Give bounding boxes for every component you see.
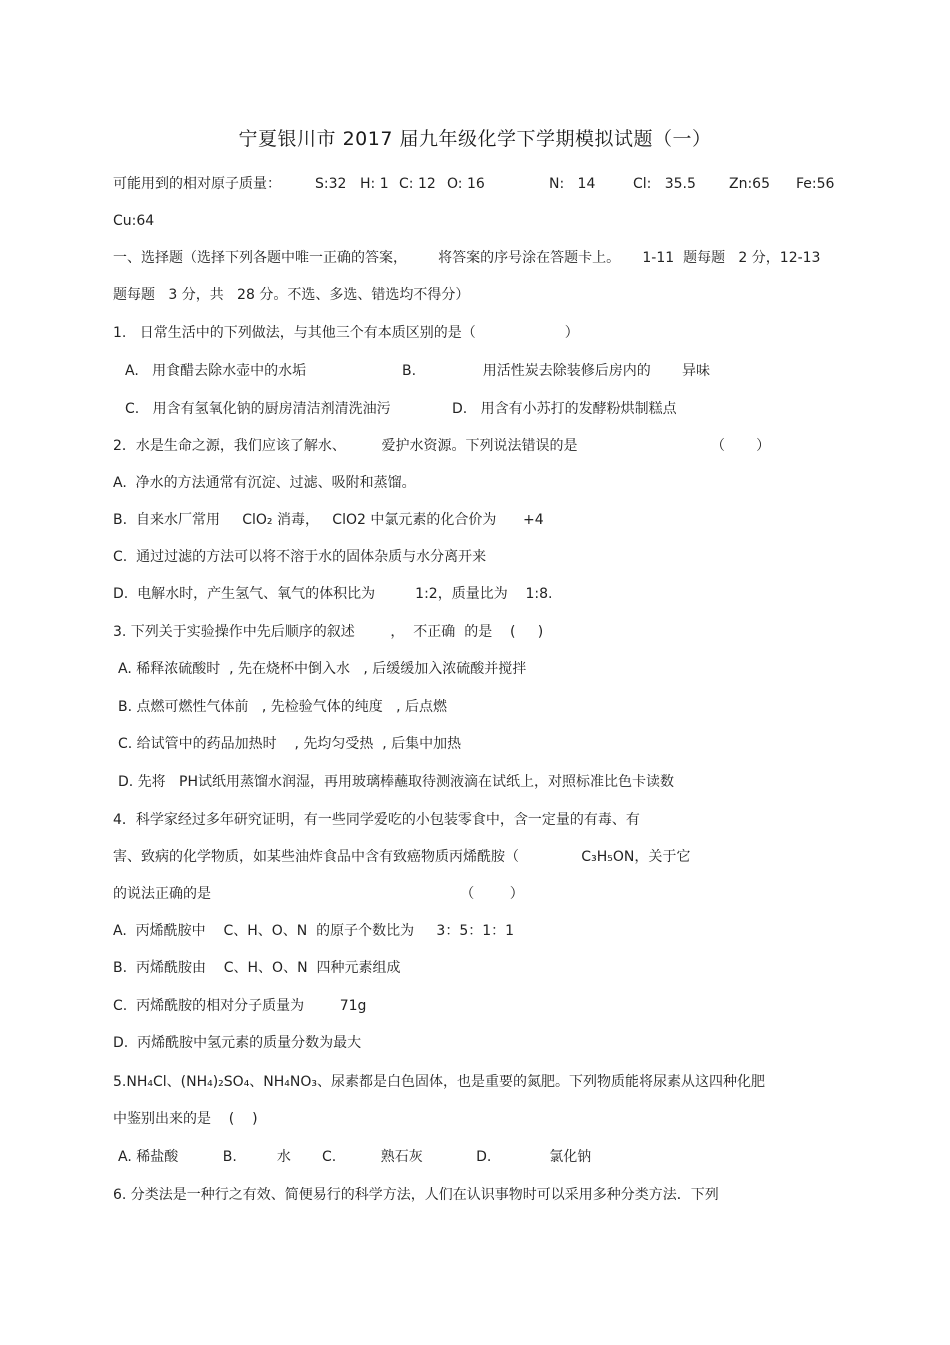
- atomic-mass-zn: Zn:65: [729, 176, 770, 192]
- q4-line1: 4．科学家经过多年研究证明，有一些同学爱吃的小包装零食中，含一定量的有毒、有: [113, 812, 640, 828]
- q2-option-b: B. 自来水厂常用 ClO₂ 消毒， ClO2 中氯元素的化合价为 +4: [113, 512, 544, 528]
- atomic-mass-fe: Fe:56: [796, 176, 835, 192]
- q2-stem: 2．水是生命之源，我们应该了解水、 爱护水资源。下列说法错误的是 （ ）: [113, 438, 771, 454]
- q1-option-b: B. 用活性炭去除装修后房内的 异味: [402, 363, 710, 379]
- q4-line2: 害、致病的化学物质，如某些油炸食品中含有致癌物质丙烯酰胺（ C₃H₅ON，关于它: [113, 849, 691, 865]
- section1-line1: 一、选择题（选择下列各题中唯一正确的答案， 将答案的序号涂在答题卡上。 1-11 题每题 2 分，12-13: [113, 250, 821, 266]
- q5-line2: 中鉴别出来的是 ( ): [113, 1111, 258, 1127]
- atomic-mass-h: H: 1: [360, 176, 389, 192]
- q6-line1: 6. 分类法是一种行之有效、简便易行的科学方法，人们在认识事物时可以采用多种分类方法．下列: [113, 1187, 719, 1203]
- q1-option-a: A. 用食醋去除水壶中的水垢: [125, 363, 307, 379]
- q2-option-c: C. 通过过滤的方法可以将不溶于水的固体杂质与水分离开来: [113, 549, 487, 565]
- q3-option-c: C. 给试管中的药品加热时 , 先均匀受热 , 后集中加热: [118, 736, 462, 752]
- q1-stem: 1. 日常生活中的下列做法，与其他三个有本质区别的是（ ）: [113, 325, 579, 341]
- atomic-mass-n: N: 14: [549, 176, 596, 192]
- q2-option-d: D. 电解水时，产生氢气、氧气的体积比为 1:2，质量比为 1:8.: [113, 586, 553, 602]
- page-title: 宁夏银川市 2017 届九年级化学下学期模拟试题（一）: [238, 128, 712, 150]
- atomic-mass-s: S:32: [315, 176, 347, 192]
- atomic-mass-c: C: 12: [399, 176, 436, 192]
- q1-option-c: C. 用含有氢氧化钠的厨房清洁剂清洗油污: [125, 401, 391, 417]
- q4-option-a: A. 丙烯酰胺中 C、H、O、N 的原子个数比为 3：5：1：1: [113, 923, 515, 939]
- q5-options: A. 稀盐酸 B. 水 C. 熟石灰 D. 氯化钠: [118, 1149, 592, 1165]
- atomic-mass-cu: Cu:64: [113, 213, 155, 229]
- q1-option-d: D. 用含有小苏打的发酵粉烘制糕点: [452, 401, 677, 417]
- atomic-mass-o: O: 16: [447, 176, 485, 192]
- q3-option-b: B. 点燃可燃性气体前 , 先检验气体的纯度 , 后点燃: [118, 699, 448, 715]
- q4-option-d: D. 丙烯酰胺中氢元素的质量分数为最大: [113, 1035, 362, 1051]
- q2-option-a: A. 净水的方法通常有沉淀、过滤、吸附和蒸馏。: [113, 475, 416, 491]
- atomic-mass-line: [113, 174, 853, 194]
- q4-option-b: B. 丙烯酰胺由 C、H、O、N 四种元素组成: [113, 960, 401, 976]
- q3-stem: 3. 下列关于实验操作中先后顺序的叙述 ， 不正确 的是 ( ): [113, 624, 544, 640]
- q3-option-d: D. 先将 PH试纸用蒸馏水润湿，再用玻璃棒蘸取待测液滴在试纸上，对照标准比色卡读数: [118, 774, 674, 790]
- section1-line2: 题每题 3 分，共 28 分。不选、多选、错选均不得分）: [113, 287, 470, 303]
- atomic-mass-label: 可能用到的相对原子质量：: [113, 176, 281, 192]
- q3-option-a: A. 稀释浓硫酸时 , 先在烧杯中倒入水 , 后缓缓加入浓硫酸并搅拌: [118, 661, 527, 677]
- atomic-mass-cl: Cl: 35.5: [633, 176, 696, 192]
- q5-line1: 5.NH₄Cl、(NH₄)₂SO₄、NH₄NO₃、尿素都是白色固体，也是重要的氮肥。下列物质能将尿素从这四种化肥: [113, 1074, 766, 1090]
- q4-line3: 的说法正确的是 （ ）: [113, 886, 524, 902]
- q4-option-c: C. 丙烯酰胺的相对分子质量为 71g: [113, 998, 367, 1014]
